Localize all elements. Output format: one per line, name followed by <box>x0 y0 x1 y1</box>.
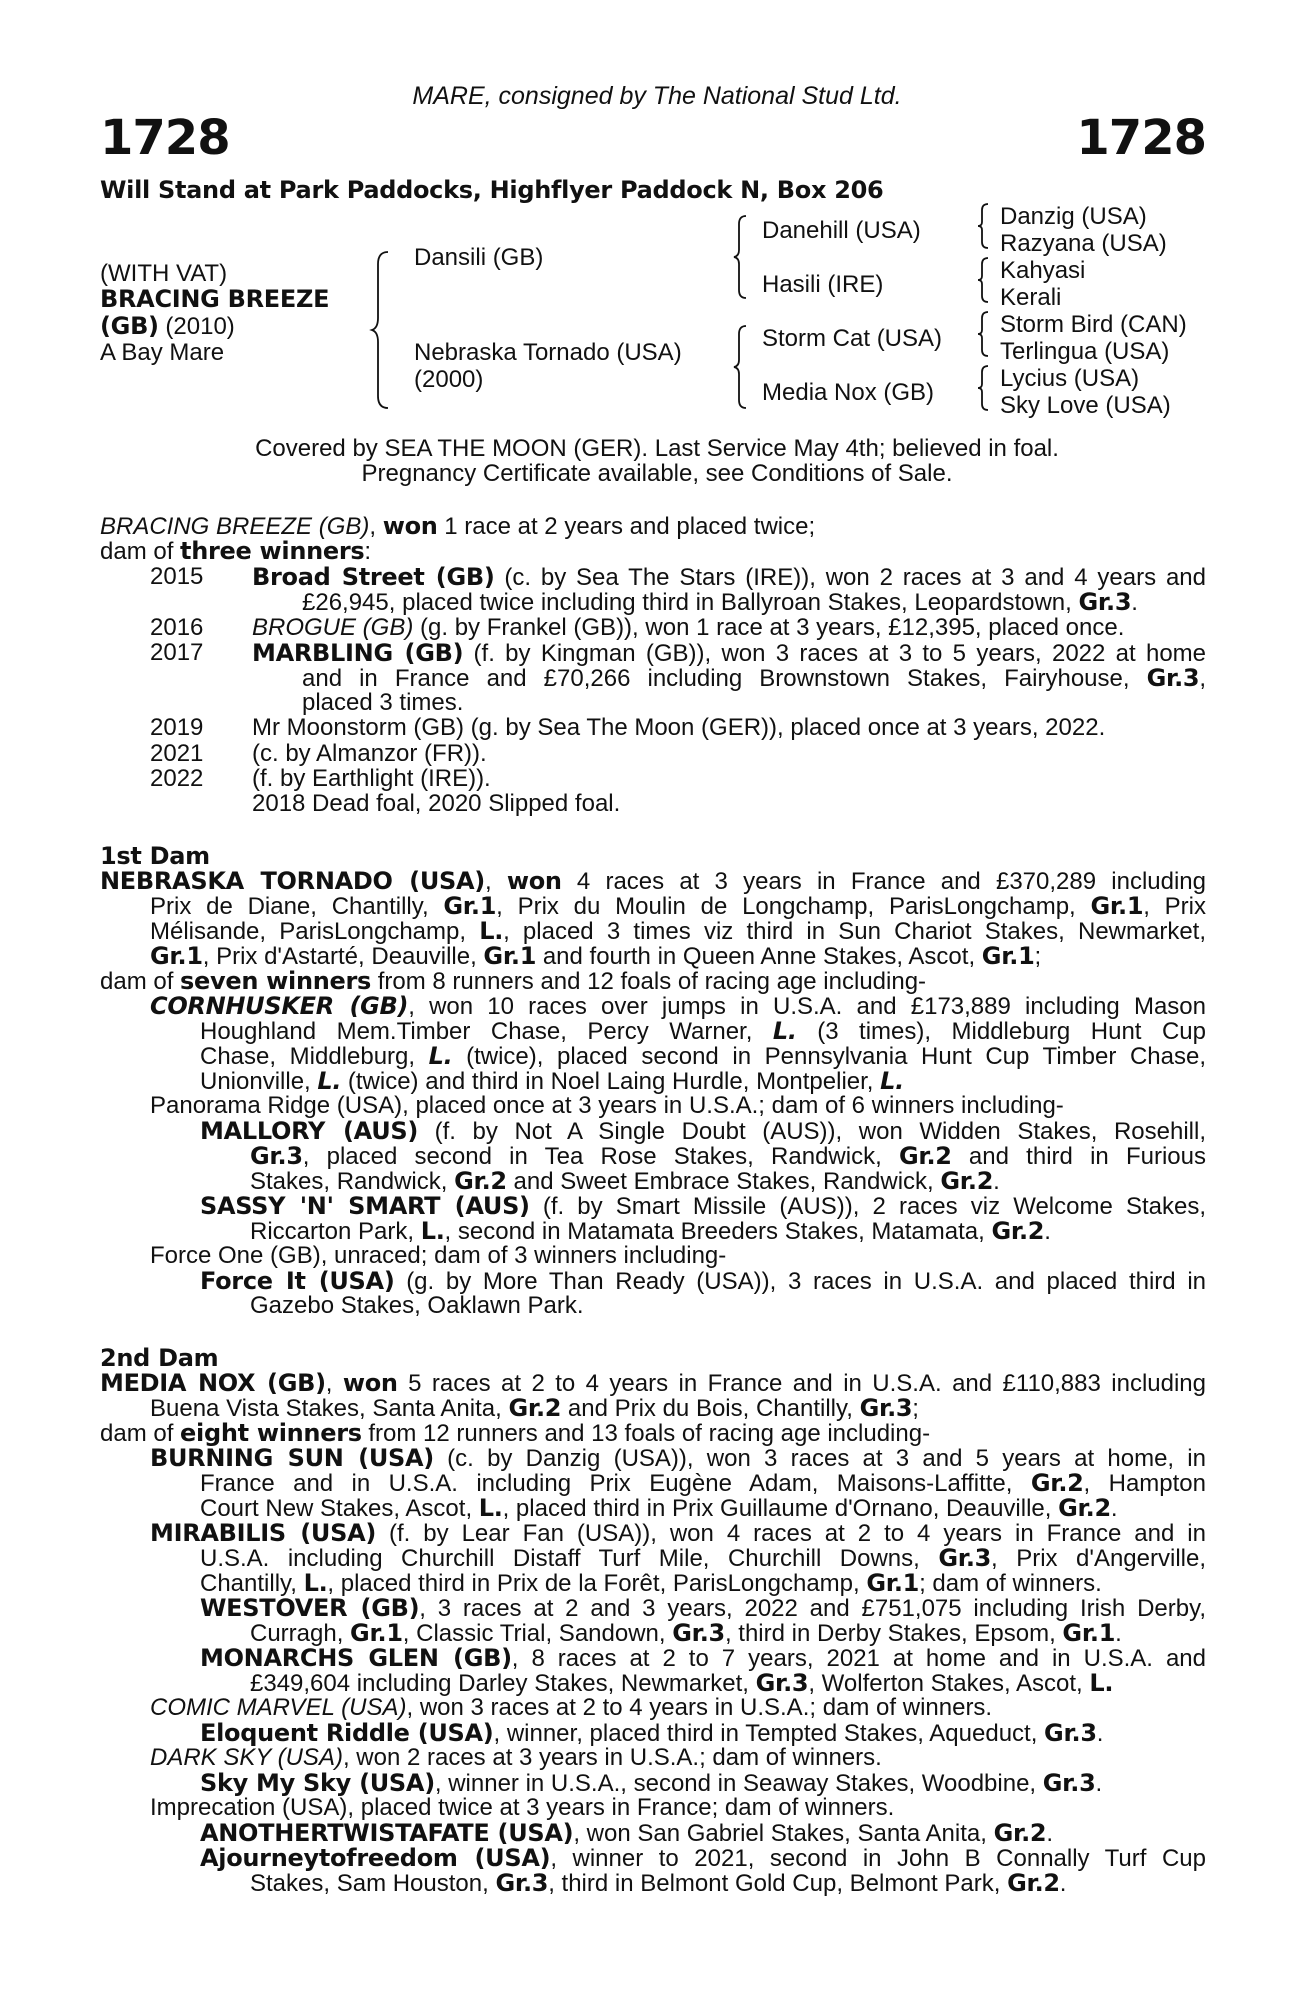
pedigree-bracket-ss <box>976 202 992 250</box>
progeny-entry: ANOTHERTWISTAFATE (USA), won San Gabriel Stakes, Santa Anita, Gr.2. <box>200 1819 1053 1847</box>
progeny-entry: BURNING SUN (USA) (c. by Danzig (USA)), won 3 races at 3 and 5 years at home, in <box>150 1444 1206 1472</box>
pedigree-ddd: Sky Love (USA) <box>1000 392 1171 419</box>
consignment-line: MARE, consigned by The National Stud Ltd. <box>412 82 902 110</box>
horse-origin-year: (GB) (2010) <box>100 312 235 340</box>
produce-dead-foals: 2018 Dead foal, 2020 Slipped foal. <box>252 790 621 817</box>
pedigree-dam-dam: Media Nox (GB) <box>762 379 935 406</box>
first-dam-heading: 1st Dam <box>100 842 210 870</box>
lot-number-right: 1728 <box>1076 110 1206 166</box>
progeny-entry: SASSY 'N' SMART (AUS) (f. by Smart Missile (AUS)), 2 races viz Welcome Stakes, <box>200 1192 1206 1220</box>
second-dam-dam-of: dam of eight winners from 12 runners and 13 foals of racing age including- <box>100 1419 931 1447</box>
pregnancy-note: Pregnancy Certificate available, see Conditions of Sale. <box>361 460 953 487</box>
produce-year: 2022 <box>150 765 204 792</box>
progeny-entry-cont: Gazebo Stakes, Oaklawn Park. <box>250 1292 584 1319</box>
first-dam-name-line: NEBRASKA TORNADO (USA), won 4 races at 3 years in France and £370,289 including <box>100 867 1207 895</box>
produce-entry-cont: £26,945, placed twice including third in Ballyroan Stakes, Leopardstown, Gr.3. <box>302 588 1138 616</box>
pedigree-dds: Lycius (USA) <box>1000 365 1140 392</box>
pedigree-bracket-sd <box>976 256 992 304</box>
pedigree-dam: Nebraska Tornado (USA) <box>414 339 682 366</box>
progeny-entry: WESTOVER (GB), 3 races at 2 and 3 years, 2022 and £751,075 including Irish Derby, <box>200 1594 1206 1622</box>
progeny-entry-cont: Curragh, Gr.1, Classic Trial, Sandown, Gr.3, third in Derby Stakes, Epsom, Gr.1. <box>250 1619 1122 1647</box>
produce-entry: Broad Street (GB) (c. by Sea The Stars (IRE)), won 2 races at 3 and 4 years and <box>252 563 1207 591</box>
produce-year: 2021 <box>150 740 204 767</box>
progeny-entry: Force It (USA) (g. by More Than Ready (USA)), 3 races in U.S.A. and placed third in <box>200 1267 1206 1295</box>
pedigree-dam-year: (2000) <box>414 366 484 393</box>
produce-entry: Mr Moonstorm (GB) (g. by Sea The Moon (GER)), placed once at 3 years, 2022. <box>252 714 1106 741</box>
progeny-entry-cont: Stakes, Sam Houston, Gr.3, third in Belmont Gold Cup, Belmont Park, Gr.2. <box>250 1869 1067 1897</box>
pedigree-dss: Storm Bird (CAN) <box>1000 311 1187 338</box>
progeny-entry: CORNHUSKER (GB), won 10 races over jumps in U.S.A. and £173,889 including Mason <box>150 992 1206 1020</box>
produce-entry: (f. by Earthlight (IRE)). <box>252 765 491 792</box>
produce-year: 2019 <box>150 714 204 741</box>
produce-intro: BRACING BREEZE (GB), won 1 race at 2 years and placed twice; <box>100 512 816 540</box>
first-dam-dam-of: dam of seven winners from 8 runners and 12 foals of racing age including- <box>100 967 927 995</box>
second-dam-heading: 2nd Dam <box>100 1344 219 1372</box>
produce-year: 2017 <box>150 639 204 666</box>
progeny-entry: Panorama Ridge (USA), placed once at 3 years in U.S.A.; dam of 6 winners including- <box>150 1092 1064 1119</box>
second-dam-name-line: MEDIA NOX (GB), won 5 races at 2 to 4 years in France and in U.S.A. and £110,883 including <box>100 1369 1206 1397</box>
pedigree-sire-dam: Hasili (IRE) <box>762 271 884 298</box>
produce-entry-cont: placed 3 times. <box>302 689 464 716</box>
progeny-entry-cont: Chantilly, L., placed third in Prix de la Forêt, ParisLongchamp, Gr.1; dam of winners. <box>200 1569 1102 1597</box>
progeny-entry: MALLORY (AUS) (f. by Not A Single Doubt (AUS)), won Widden Stakes, Rosehill, <box>200 1117 1206 1145</box>
stand-location: Will Stand at Park Paddocks, Highflyer Paddock N, Box 206 <box>100 176 884 204</box>
progeny-entry-cont: Stakes, Randwick, Gr.2 and Sweet Embrace Stakes, Randwick, Gr.2. <box>250 1167 1000 1195</box>
lot-number-left: 1728 <box>100 110 230 166</box>
produce-entry: BROGUE (GB) (g. by Frankel (GB)), won 1 race at 3 years, £12,395, placed once. <box>252 614 1125 641</box>
progeny-entry: Imprecation (USA), placed twice at 3 years in France; dam of winners. <box>150 1794 895 1821</box>
pedigree-bracket-dam <box>732 324 752 410</box>
produce-entry-cont: and in France and £70,266 including Brownstown Stakes, Fairyhouse, Gr.3, <box>302 664 1206 692</box>
pedigree-sss: Danzig (USA) <box>1000 203 1147 230</box>
progeny-entry-cont: Riccarton Park, L., second in Matamata Breeders Stakes, Matamata, Gr.2. <box>250 1217 1051 1245</box>
pedigree-bracket-sire <box>732 214 752 300</box>
pedigree-sire-sire: Danehill (USA) <box>762 217 921 244</box>
produce-entry: MARBLING (GB) (f. by Kingman (GB)), won 3 races at 3 to 5 years, 2022 at home <box>252 639 1207 667</box>
progeny-entry: DARK SKY (USA), won 2 races at 3 years in U.S.A.; dam of winners. <box>150 1744 882 1771</box>
pedigree-bracket-main <box>370 250 394 410</box>
progeny-entry-cont: Unionville, L. (twice) and third in Noel Laing Hurdle, Montpelier, L. <box>200 1067 904 1095</box>
pedigree-dsd: Terlingua (USA) <box>1000 338 1170 365</box>
produce-year: 2015 <box>150 563 204 590</box>
progeny-entry: Eloquent Riddle (USA), winner, placed third in Tempted Stakes, Aqueduct, Gr.3. <box>200 1719 1104 1747</box>
progeny-entry: MIRABILIS (USA) (f. by Lear Fan (USA)), won 4 races at 2 to 4 years in France and in <box>150 1519 1206 1547</box>
progeny-entry-cont: Court New Stakes, Ascot, L., placed third in Prix Guillaume d'Ornano, Deauville, Gr.2. <box>200 1494 1118 1522</box>
covering-note: Covered by SEA THE MOON (GER). Last Service May 4th; believed in foal. <box>255 435 1059 462</box>
progeny-entry-cont: France and in U.S.A. including Prix Eugène Adam, Maisons-Laffitte, Gr.2, Hampton <box>200 1469 1206 1497</box>
progeny-entry-cont: Houghland Mem.Timber Chase, Percy Warner, L. (3 times), Middleburg Hunt Cup <box>200 1017 1206 1045</box>
progeny-entry: MONARCHS GLEN (GB), 8 races at 2 to 7 years, 2021 at home and in U.S.A. and <box>200 1644 1207 1672</box>
produce-year: 2016 <box>150 614 204 641</box>
produce-entry: (c. by Almanzor (FR)). <box>252 740 487 767</box>
progeny-entry: Sky My Sky (USA), winner in U.S.A., second in Seaway Stakes, Woodbine, Gr.3. <box>200 1769 1103 1797</box>
progeny-entry-cont: Chase, Middleburg, L. (twice), placed second in Pennsylvania Hunt Cup Timber Chase, <box>200 1042 1206 1070</box>
first-dam-line: Prix de Diane, Chantilly, Gr.1, Prix du Moulin de Longchamp, ParisLongchamp, Gr.1, Prix <box>150 892 1206 920</box>
second-dam-line: Buena Vista Stakes, Santa Anita, Gr.2 and Prix du Bois, Chantilly, Gr.3; <box>150 1394 919 1422</box>
first-dam-line: Mélisande, ParisLongchamp, L., placed 3 times viz third in Sun Chariot Stakes, Newmarket, <box>150 917 1207 945</box>
pedigree-bracket-dd <box>976 364 992 412</box>
pedigree-sds: Kahyasi <box>1000 257 1086 284</box>
progeny-entry-cont: £349,604 including Darley Stakes, Newmarket, Gr.3, Wolferton Stakes, Ascot, L. <box>250 1669 1114 1697</box>
pedigree-bracket-ds <box>976 310 992 358</box>
horse-description: A Bay Mare <box>100 339 225 366</box>
pedigree-sire: Dansili (GB) <box>414 244 544 271</box>
pedigree-ssd: Razyana (USA) <box>1000 230 1167 257</box>
progeny-entry: COMIC MARVEL (USA), won 3 races at 2 to 4 years in U.S.A.; dam of winners. <box>150 1694 993 1721</box>
pedigree-dam-sire: Storm Cat (USA) <box>762 325 943 352</box>
vat-note: (WITH VAT) <box>100 260 228 287</box>
first-dam-line: Gr.1, Prix d'Astarté, Deauville, Gr.1 and fourth in Queen Anne Stakes, Ascot, Gr.1; <box>150 942 1042 970</box>
progeny-entry-cont: Gr.3, placed second in Tea Rose Stakes, Randwick, Gr.2 and third in Furious <box>250 1142 1207 1170</box>
produce-dam-of: dam of three winners: <box>100 537 372 565</box>
horse-name: BRACING BREEZE <box>100 285 330 313</box>
progeny-entry: Force One (GB), unraced; dam of 3 winners including- <box>150 1242 727 1269</box>
progeny-entry: Ajourneytofreedom (USA), winner to 2021, second in John B Connally Turf Cup <box>200 1844 1207 1872</box>
pedigree-sdd: Kerali <box>1000 284 1062 311</box>
progeny-entry-cont: U.S.A. including Churchill Distaff Turf Mile, Churchill Downs, Gr.3, Prix d'Angerville, <box>200 1544 1206 1572</box>
